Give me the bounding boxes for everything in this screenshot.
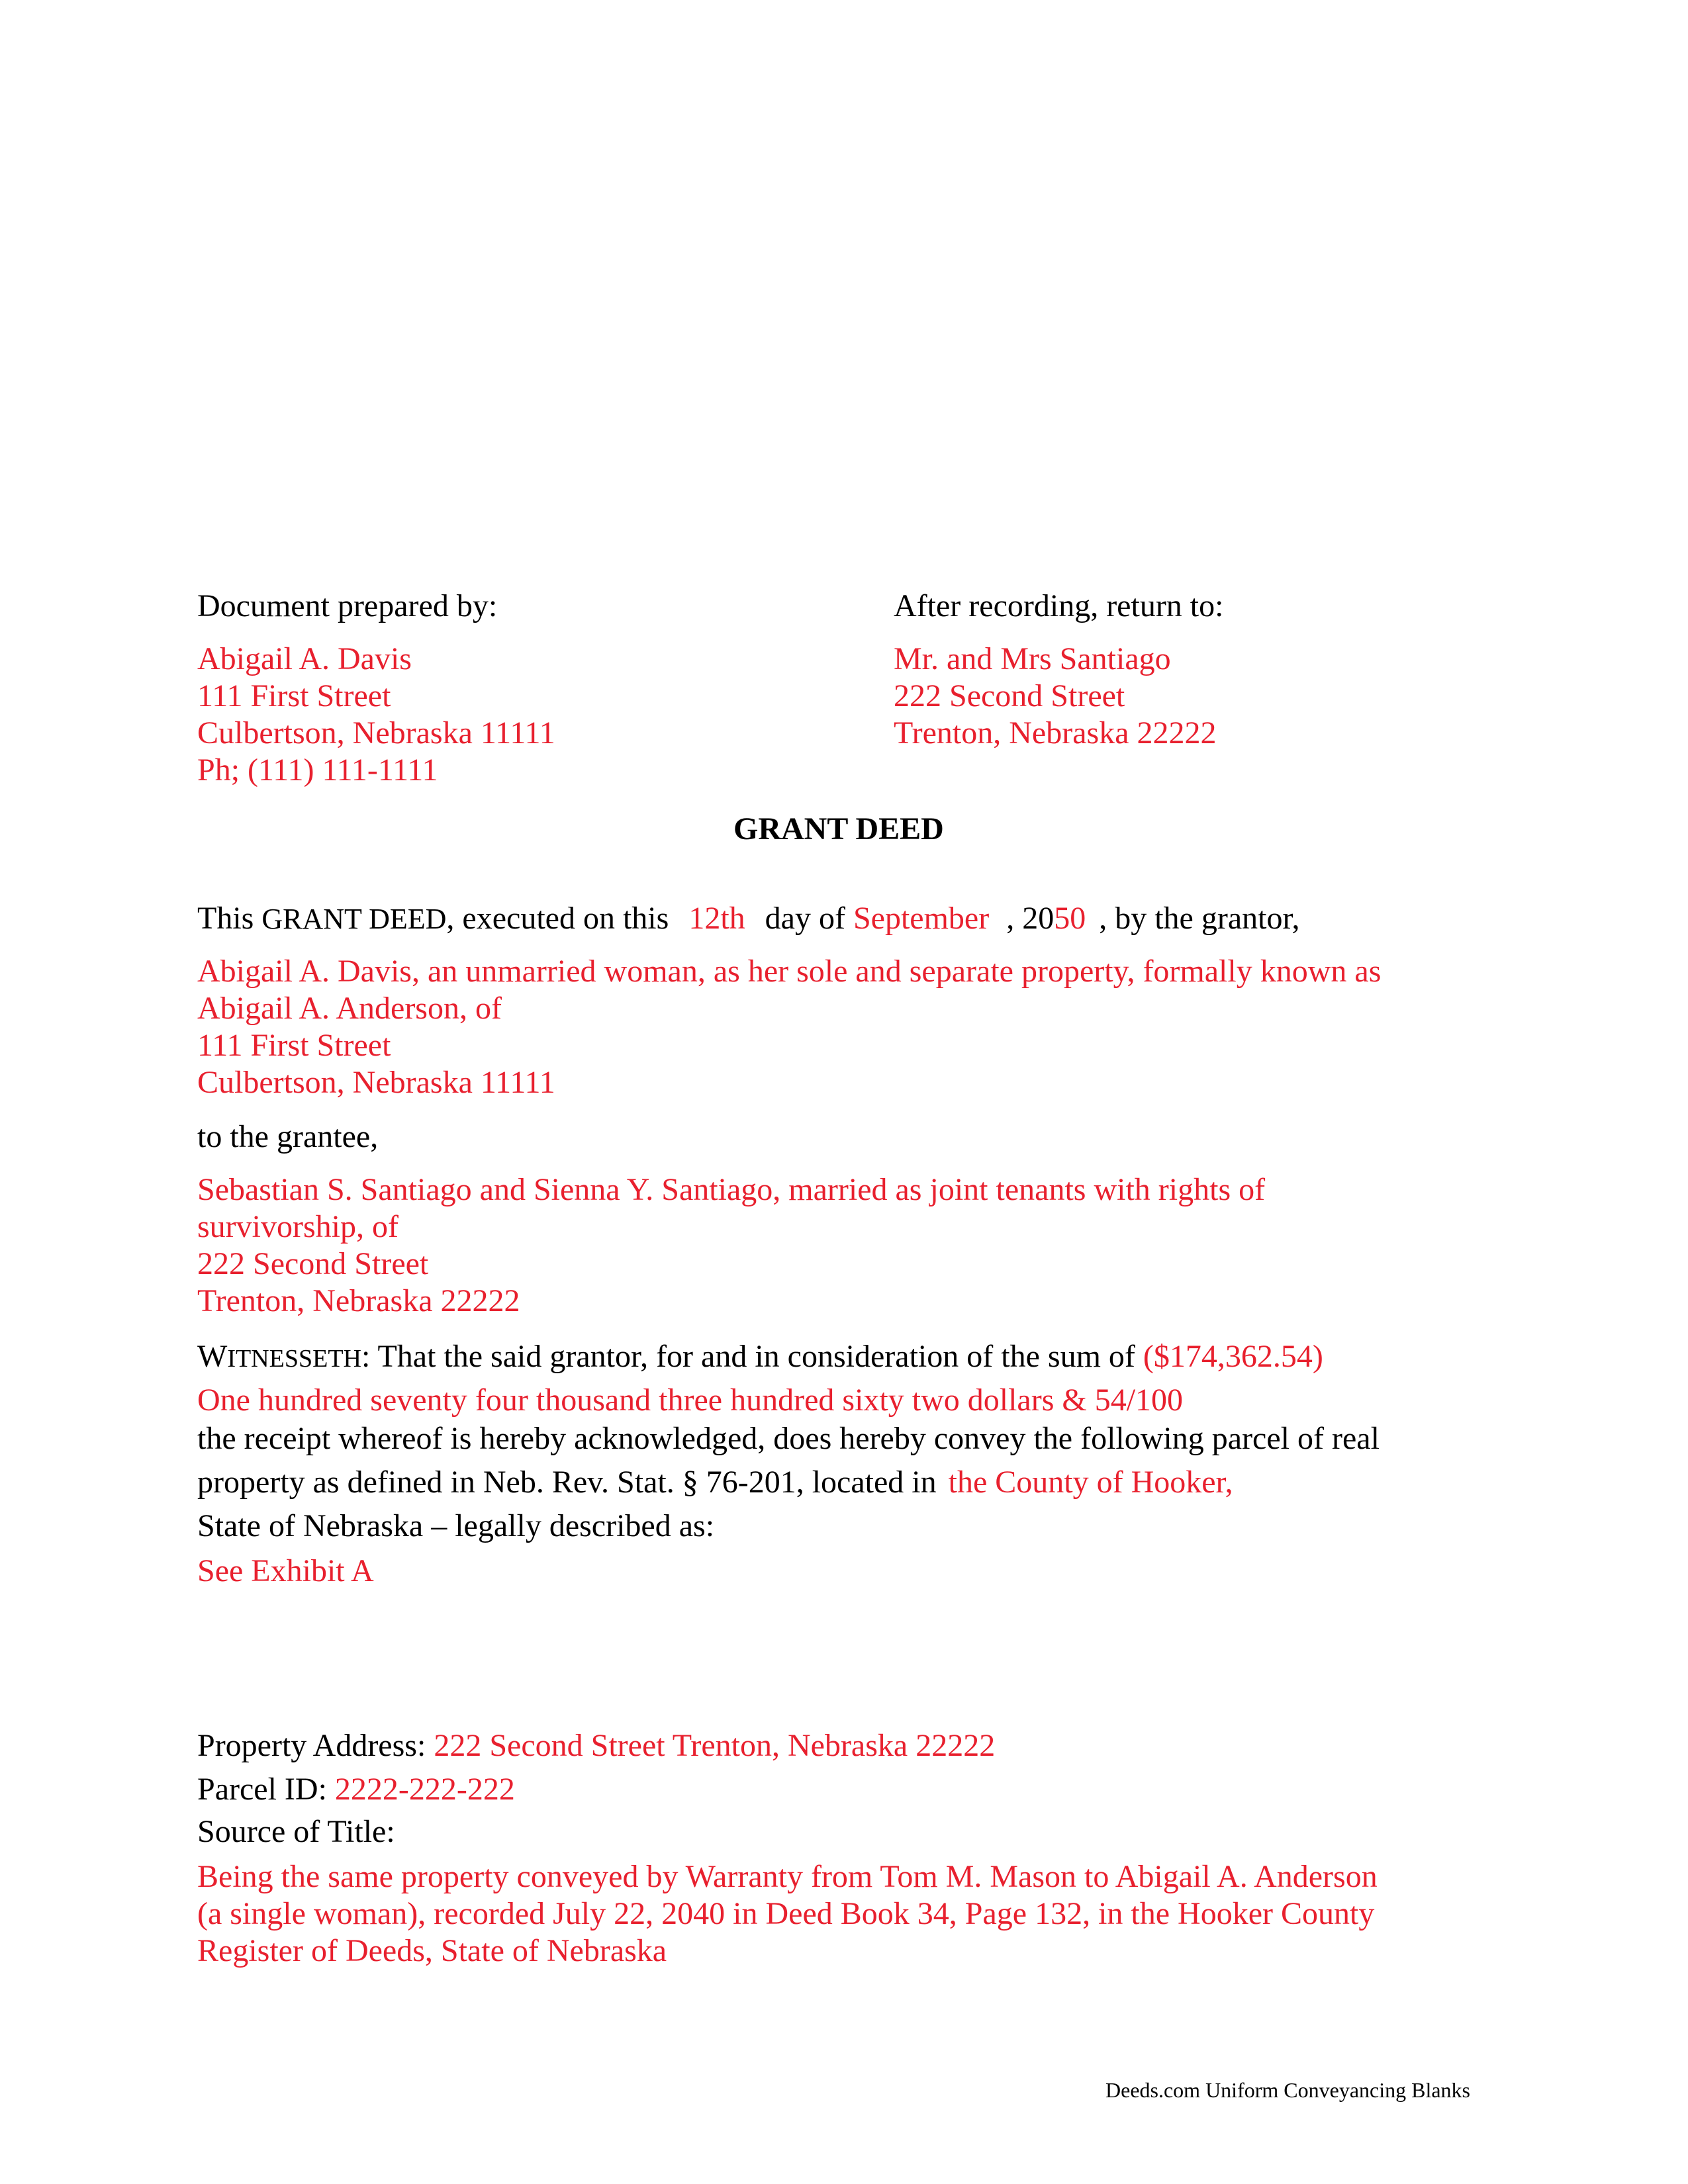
grantee-block bbox=[197, 1171, 1265, 1320]
amount-numeric: ($174,362.54) bbox=[1143, 1339, 1323, 1374]
execution-year: 50 bbox=[1054, 901, 1086, 936]
amount-words: One hundred seventy four thousand three hundred sixty two dollars & 54/100 bbox=[197, 1383, 1184, 1418]
parcel-label: Parcel ID: bbox=[197, 1772, 327, 1807]
deed-term: GRANT DEED bbox=[261, 903, 447, 935]
execution-line bbox=[197, 900, 1300, 938]
source-of-title bbox=[197, 1858, 1378, 1970]
witnesseth-colon: : bbox=[361, 1339, 371, 1374]
grantor-block bbox=[197, 953, 1381, 1101]
grantee-line: survivorship, of bbox=[197, 1209, 399, 1244]
preparer-line: Culbertson, Nebraska 11111 bbox=[197, 715, 555, 751]
witnesseth-label bbox=[197, 1339, 370, 1374]
grantor-line: Culbertson, Nebraska 11111 bbox=[197, 1065, 555, 1100]
property-defined-line bbox=[197, 1464, 1233, 1501]
return-to-line: 222 Second Street bbox=[894, 678, 1125, 713]
to-grantee-text: to the grantee, bbox=[197, 1119, 379, 1154]
receipt-text: the receipt whereof is hereby acknowledged, does hereby convey the following parcel of real bbox=[197, 1421, 1380, 1456]
property-address: 222 Second Street Trenton, Nebraska 22222 bbox=[434, 1728, 996, 1763]
legally-described-text: State of Nebraska – legally described as: bbox=[197, 1508, 715, 1543]
legal-description: See Exhibit A bbox=[197, 1553, 374, 1588]
execution-day: 12th bbox=[688, 901, 745, 936]
grantee-line: 222 Second Street bbox=[197, 1246, 429, 1281]
witnesseth-label-rest: ITNESSETH bbox=[227, 1345, 361, 1373]
property-address-label: Property Address: bbox=[197, 1728, 426, 1763]
return-to-address bbox=[894, 641, 1217, 752]
this-word: This bbox=[197, 901, 254, 936]
grantor-line: 111 First Street bbox=[197, 1028, 391, 1063]
witnesseth-text: That the said grantor, for and in consideration of the sum of bbox=[377, 1339, 1135, 1374]
parcel-line bbox=[197, 1771, 515, 1808]
preparer-address bbox=[197, 641, 555, 789]
property-address-line bbox=[197, 1727, 995, 1764]
execution-month: September bbox=[853, 901, 990, 936]
return-to-heading: After recording, return to: bbox=[894, 588, 1224, 623]
parcel-id: 2222-222-222 bbox=[334, 1772, 515, 1807]
source-line: (a single woman), recorded July 22, 2040 in Deed Book 34, Page 132, in the Hooker County bbox=[197, 1896, 1375, 1931]
footer: Deeds.com Uniform Conveyancing Blanks bbox=[1105, 2078, 1470, 2102]
witnesseth-label-first: W bbox=[197, 1339, 228, 1374]
executed-on-text: , executed on this bbox=[446, 901, 669, 936]
source-of-title-label: Source of Title: bbox=[197, 1814, 395, 1849]
grantee-line: Trenton, Nebraska 22222 bbox=[197, 1283, 520, 1318]
year-prefix: , 20 bbox=[1006, 901, 1055, 936]
property-defined-text: property as defined in Neb. Rev. Stat. § 76-201, located in bbox=[197, 1465, 937, 1500]
day-of-text: day of bbox=[765, 901, 845, 936]
preparer-line: Abigail A. Davis bbox=[197, 641, 412, 676]
source-line: Being the same property conveyed by Warranty from Tom M. Mason to Abigail A. Anderson bbox=[197, 1859, 1378, 1894]
document-title: GRANT DEED bbox=[733, 811, 944, 846]
grantor-line: Abigail A. Anderson, of bbox=[197, 991, 502, 1026]
grantee-line: Sebastian S. Santiago and Sienna Y. Santiago, married as joint tenants with rights of bbox=[197, 1172, 1266, 1207]
preparer-heading: Document prepared by: bbox=[197, 588, 498, 623]
witnesseth-line bbox=[197, 1338, 1323, 1377]
grantor-line: Abigail A. Davis, an unmarried woman, as her sole and separate property, formally known as bbox=[197, 954, 1382, 989]
return-to-line: Mr. and Mrs Santiago bbox=[894, 641, 1171, 676]
by-grantor-text: , by the grantor, bbox=[1099, 901, 1300, 936]
return-to-line: Trenton, Nebraska 22222 bbox=[894, 715, 1217, 751]
preparer-line: 111 First Street bbox=[197, 678, 391, 713]
county: the County of Hooker, bbox=[948, 1465, 1233, 1500]
source-line: Register of Deeds, State of Nebraska bbox=[197, 1933, 667, 1968]
preparer-line: Ph; (111) 111-1111 bbox=[197, 752, 438, 788]
